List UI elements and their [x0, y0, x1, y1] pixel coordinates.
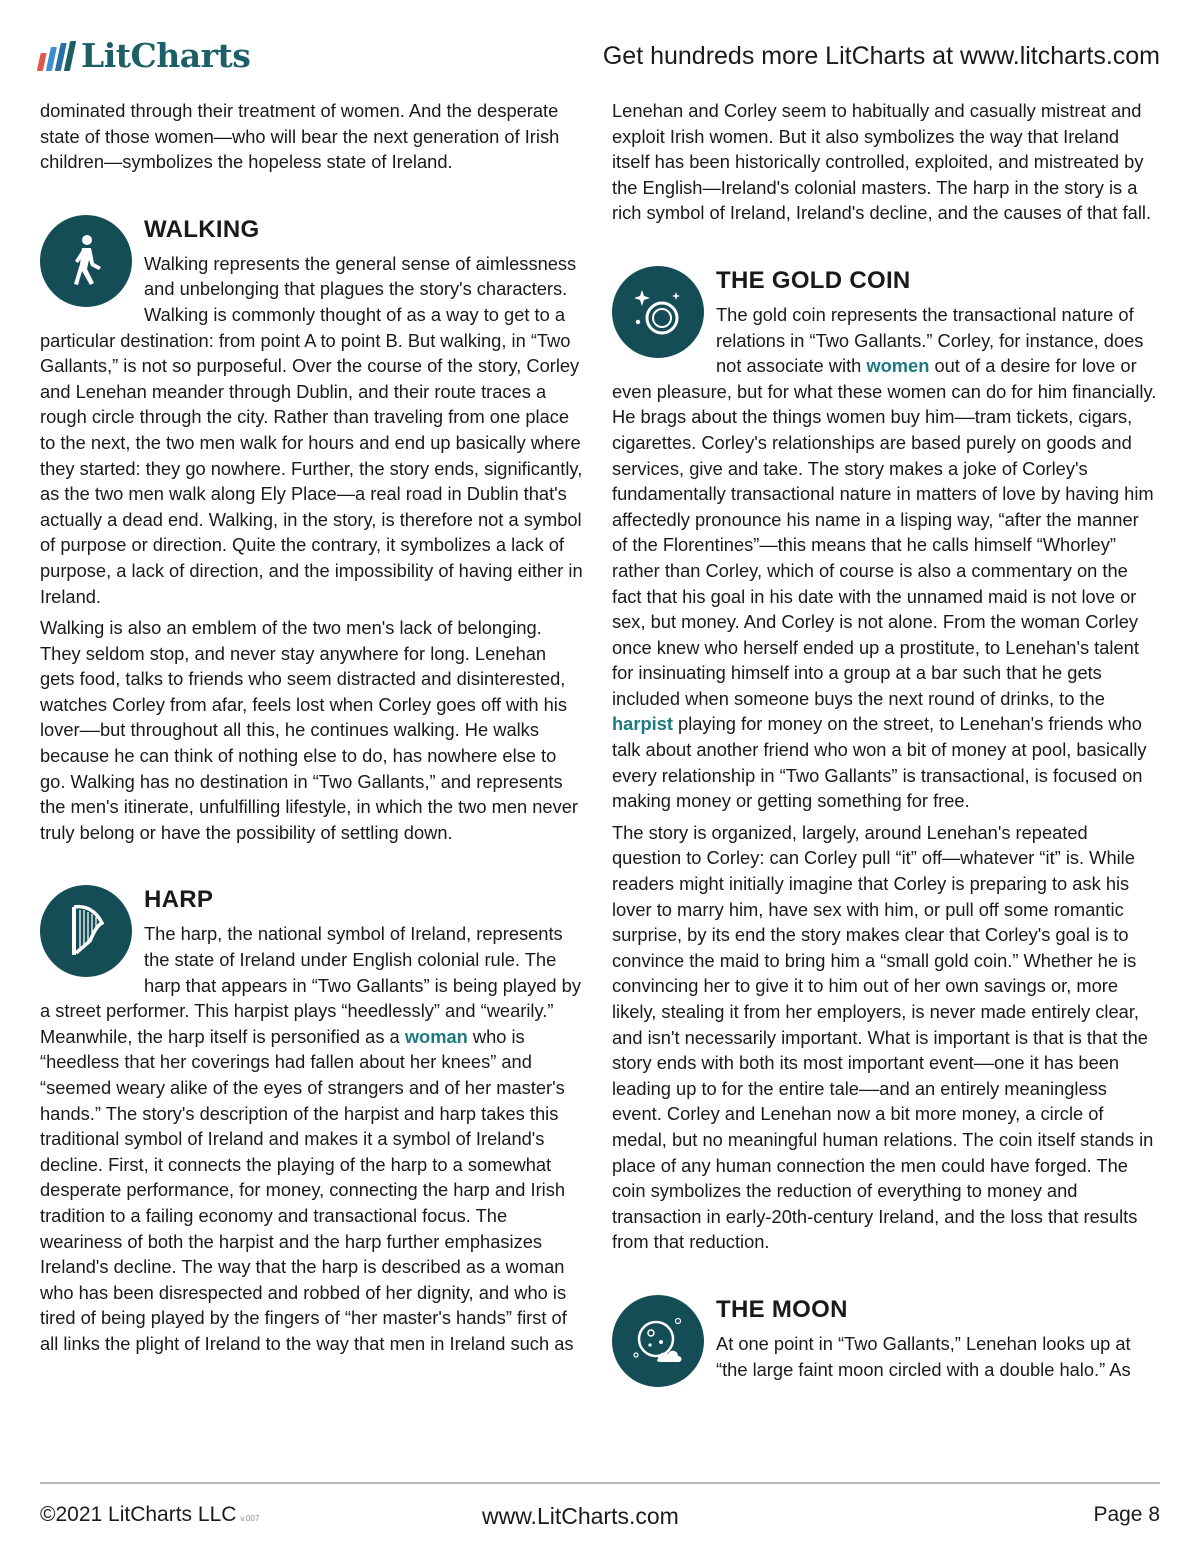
symbol-gold-coin [612, 266, 1157, 1255]
page-footer [40, 1503, 1160, 1535]
moon-icon [612, 1295, 704, 1387]
gold-coin-paragraph-1: The gold coin represents the transactional nature of relations in “Two Gallants.” Corley, for instance, does not associate with women out of a desire for love or even pleasure, but for what these women can do for him financially. He brags about the things women buy him––tram tickets, cigars, cigarettes. Corley's relationships are based purely on goods and services, give and take. The story makes a joke of Corley's fundamentally transactional nature in matters of love by having him affectedly pronounce his name in a lisping way, “after the manner of the Florentines”—this means that he calls himself “Whorley” rather than Corley, which of course is also a commentary on the fact that his goal in his date with the unnamed maid is not love or sex, but money. And Corley is not alone. From the woman Corley once knew who herself ended up a prostitute, to Lenehan's talent for insinuating himself into a group at a bar such that he gets included when someone buys the next round of drinks, to the harpist playing for money on the street, to Lenehan's friends who talk about another friend who won a bit of money at pool, basically every relationship in “Two Gallants” is transactional, is focused on making money or getting something for free. [612, 303, 1157, 812]
symbol-moon [612, 1295, 1157, 1382]
intro-paragraph: dominated through their treatment of women. And the desperate state of those women—who will bear the next generation of Irish children—symbolizes the hopeless state of Ireland. [40, 100, 560, 173]
page-header [40, 32, 1160, 82]
walking-title: WALKING [144, 215, 260, 243]
gold-coin-icon [612, 266, 704, 358]
walking-person-icon [40, 215, 132, 307]
footer-site-link[interactable]: www.LitCharts.com [482, 1503, 679, 1529]
right-intro-paragraph: Lenehan and Corley seem to habitually and casually mistreat and exploit Irish women. But it also symbolizes the way that Ireland itself has been historically controlled, exploited, and mistreated by the English—Ireland's colonial masters. The harp in the story is a rich symbol of Ireland, Ireland's decline, and the causes of that fall. [612, 100, 1152, 224]
moon-paragraph-1: At one point in “Two Gallants,” Lenehan looks up at “the large faint moon circled with a double halo.” As [716, 1332, 1131, 1380]
harp-paragraph-1: The harp, the national symbol of Ireland, represents the state of Ireland under English colonial rule. The harp that appears in “Two Gallants” is being played by a street performer. This harpist plays “heedlessly” and “wearily.” Meanwhile, the harp itself is personified as a woman who is “heedless that her coverings had fallen about her knees” and “seemed weary alike of the eyes of strangers and of her master's hands.” The story's description of the harpist and harp takes this traditional symbol of Ireland and makes it a symbol of Ireland's decline. First, it connects the playing of the harp to a somewhat desperate performance, for money, connecting the harp and Irish tradition to a failing economy and transactional focus. The weariness of both the harpist and the harp further emphasizes Ireland's decline. The way that the harp is described as a woman who has been disrespected and robbed of her dignity, and who is tired of being played by the fingers of “her master's hands” first of all links the plight of Ireland to the way that men in Ireland such as [40, 923, 581, 1354]
page-number: Page 8 [1093, 1503, 1160, 1526]
gold-coin-title: THE GOLD COIN [716, 266, 911, 294]
header-tagline[interactable]: Get hundreds more LitCharts at www.litcharts.com [602, 42, 1160, 70]
walking-paragraph-1: Walking represents the general sense of aimlessness and unbelonging that plagues the story's characters. Walking is commonly thought of as a way to get to a particular destination: from point A to point B. But walking, in “Two Gallants,” is not so purposeful. Over the course of the story, Corley and Lenehan meander through Dublin, and their route traces a rough circle through the city. Rather than traveling from one place to the next, the two men walk for hours and end up basically where they started: they go nowhere. Further, the story ends, significantly, as the two men walk along Ely Place—a real road in Dublin that's actually a dead end. Walking, in the story, is therefore not a symbol of purpose or direction. Quite the contrary, it symbolizes a lack of purpose, a lack of direction, and the impossibility of having either in Ireland. [40, 252, 583, 607]
gold-coin-paragraph-2: The story is organized, largely, around Lenehan's repeated question to Corley: can Corley pull “it” off—whatever “it” is. While readers might initially imagine that Corley is preparing to ask his lover to marry him, have sex with him, or pull off some romantic surprise, by its end the story makes clear that Corley's goal is to convince the maid to bring him a “small gold coin.” Whether he is convincing her to give it to him out of her own savings or, more likely, stealing it from her employers, is never made entirely clear, and isn't necessarily important. What is important is that is that the story ends with both its most important event––one it has been leading up to for the entire tale––and an entirely meaningless event. Corley and Lenehan now a bit more money, a circle of medal, but no meaningful human relations. The coin itself stands in place of any human connection the men could have forged. The coin symbolizes the reduction of everything to money and transaction in early-20th-century Ireland, and the loss that results from that reduction. [612, 821, 1154, 1253]
walking-paragraph-2: Walking is also an emblem of the two men's lack of belonging. They seldom stop, and never stay anywhere for long. Lenehan gets food, talks to friends who seem distracted and disinterested, watches Corley from afar, feels lost when Corley goes off with his lover––but throughout all this, he continues walking. He walks because he can think of nothing else to do, has nowhere else to go. Walking has no destination in “Two Gallants,” and represents the men's itinerate, unfulfilling lifestyle, in which the two men never truly belong or have the possibility of settling down. [40, 617, 578, 843]
footer-divider [40, 1482, 1160, 1484]
woman-link[interactable]: woman [404, 1025, 468, 1047]
version-label: v.007 [240, 1514, 260, 1523]
logo-text: LitCharts [81, 36, 251, 75]
symbol-walking [40, 215, 585, 846]
harpist-link[interactable]: harpist [612, 713, 673, 735]
women-link[interactable]: women [866, 355, 930, 377]
left-column [40, 98, 585, 1363]
symbol-harp [40, 885, 585, 1356]
moon-title: THE MOON [716, 1295, 848, 1323]
harp-title: HARP [144, 886, 214, 914]
copyright-text: ©2021 LitCharts LLC v.007 [40, 1503, 260, 1526]
litcharts-logo[interactable] [40, 36, 250, 75]
right-column [612, 98, 1157, 1391]
harp-icon [40, 885, 132, 977]
logo-bars-icon [37, 41, 76, 71]
